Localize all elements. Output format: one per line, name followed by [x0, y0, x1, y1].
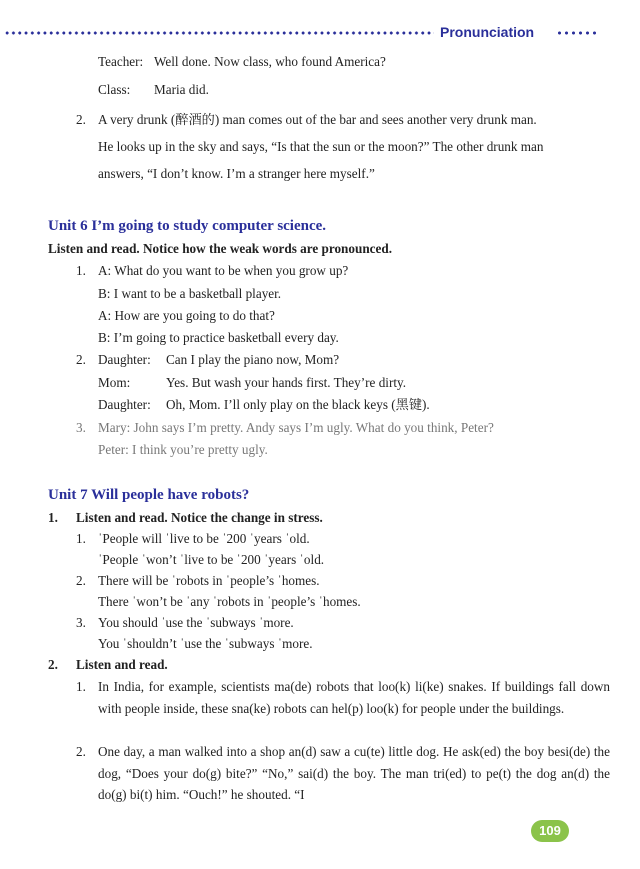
u7-section-2-heading: [48, 657, 168, 673]
u7-s2-a: [76, 573, 320, 589]
u6-d2-daughter-1: [76, 352, 339, 368]
u6-d2-daughter-label-2: Daughter:: [98, 397, 151, 412]
u6-d1-a1-text: A: What do you want to be when you grow up?: [98, 263, 349, 278]
u7-section-1-heading: [48, 510, 323, 526]
u6-d2-mom-text: Yes. But wash your hands first. They’re dirty.: [166, 375, 407, 390]
u6-d2-daughter-2-text: Oh, Mom. I’ll only play on the black keys (黑键).: [166, 397, 430, 412]
item-2-line-1: [76, 112, 537, 128]
u7-s1-a-text: ˈPeople will ˈlive to be ˈ200 ˈyears ˈold.: [98, 531, 310, 546]
u7-s3-a: [76, 615, 294, 631]
unit-6-instruction: Listen and read. Notice how the weak words are pronounced.: [48, 241, 392, 256]
u6-d1-number: 1.: [76, 263, 86, 278]
teacher-text: Well done. Now class, who found America?: [154, 54, 386, 69]
u7-section-2-instruction: Listen and read.: [76, 657, 168, 672]
u6-d2-mom: [98, 375, 406, 391]
item-2-line-2: He looks up in the sky and says, “Is that the sun or the moon?” The other drunk man: [98, 139, 544, 154]
u6-d3-number: 3.: [76, 420, 86, 435]
u6-d1-a1: [76, 263, 348, 279]
section-title: Pronunciation: [440, 24, 535, 40]
header-dots-left: [4, 30, 434, 36]
u7-p1-text: In India, for example, scientists ma(de) robots that loo(k) li(ke) snakes. If buildings fall down with people inside, these sna(ke) robots can hel(p) loo(k) for people under the buildings.: [98, 679, 610, 716]
u7-s2-number: 2.: [76, 573, 86, 588]
page-header: [0, 22, 640, 46]
u6-d1-b1: B: I want to be a basketball player.: [98, 286, 282, 301]
u6-d2-mom-label: Mom:: [98, 375, 131, 390]
header-dots-right: [556, 30, 596, 36]
u7-s1-b: ˈPeople ˈwon’t ˈlive to be ˈ200 ˈyears ˈold.: [98, 552, 325, 567]
item-2-line-3: answers, “I don’t know. I’m a stranger here myself.”: [98, 166, 375, 181]
unit-6-title: Unit 6 I’m going to study computer science.: [48, 218, 327, 234]
u7-p2-text: One day, a man walked into a shop an(d) saw a cu(te) little dog. He ask(ed) the boy besi(de) the dog, “Does your do(g) bite?” “No,” sai(d) the boy. The man tri(ed) to pe(t) the dog an(d) the do(g) bi(t) him. “Ouch!” he shouted. “I: [98, 744, 610, 802]
u6-d2-daughter-2: [98, 397, 430, 413]
u6-d3-mary: [76, 420, 494, 436]
class-text: Maria did.: [154, 82, 209, 97]
unit-7-title: Unit 7 Will people have robots?: [48, 487, 250, 503]
u7-s3-b: You ˈshouldn’t ˈuse the ˈsubways ˈmore.: [98, 636, 313, 651]
item-2-number: 2.: [76, 112, 86, 127]
class-label: Class:: [98, 82, 131, 97]
u6-d2-daughter-1-text: Can I play the piano now, Mom?: [166, 352, 340, 367]
u7-section-1-instruction: Listen and read. Notice the change in stress.: [76, 510, 323, 525]
u7-s2-a-text: There will be ˈrobots in ˈpeople’s ˈhomes.: [98, 573, 320, 588]
u6-d2-number: 2.: [76, 352, 86, 367]
u6-d1-b2: B: I’m going to practice basketball every day.: [98, 330, 339, 345]
item-2-text-1: A very drunk (醉酒的) man comes out of the bar and sees another very drunk man.: [98, 112, 537, 127]
u7-s3-number: 3.: [76, 615, 86, 630]
u6-d2-daughter-label: Daughter:: [98, 352, 151, 367]
u7-s3-a-text: You should ˈuse the ˈsubways ˈmore.: [98, 615, 294, 630]
u7-s1-a: [76, 531, 310, 547]
u6-d1-a2: A: How are you going to do that?: [98, 308, 275, 323]
teacher-line: [98, 54, 386, 70]
u7-p1-number: 1.: [76, 679, 86, 694]
u7-s1-number: 1.: [76, 531, 86, 546]
u7-p2-number: 2.: [76, 744, 86, 759]
u7-section-2-number: 2.: [48, 657, 58, 672]
page-number-badge: 109: [531, 820, 569, 842]
u6-d3-peter: Peter: I think you’re pretty ugly.: [98, 442, 268, 457]
u6-d3-mary-text: Mary: John says I’m pretty. Andy says I’m ugly. What do you think, Peter?: [98, 420, 494, 435]
teacher-label: Teacher:: [98, 54, 144, 69]
class-line: [98, 82, 209, 98]
u7-section-1-number: 1.: [48, 510, 58, 525]
u7-s2-b: There ˈwon’t be ˈany ˈrobots in ˈpeople’s ˈhomes.: [98, 594, 361, 609]
